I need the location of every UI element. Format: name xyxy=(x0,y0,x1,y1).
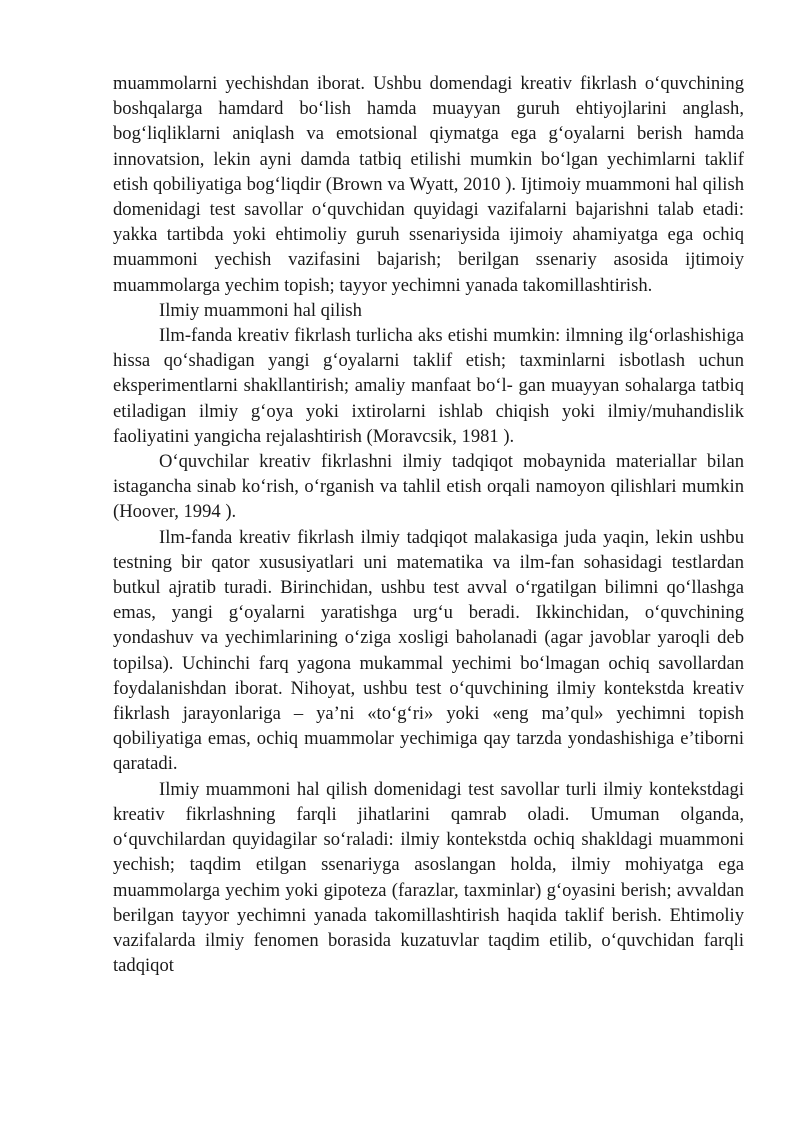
paragraph-social-problem-solving: muammolarni yechishdan iborat. Ushbu domendagi kreativ fikrlash o‘quvchining boshqalarga hamdard bo‘lish hamda muayyan guruh ehtiyojlarini anglash, bog‘liqliklarni aniqlash va emotsional qiymatga ega g‘oyalarni berish hamda innovatsion, lekin ayni damda tatbiq etilishi mumkin bo‘lgan yechimlarni taklif etish qobiliyatiga bog‘liqdir (Brown va Wyatt, 2010 ). Ijtimoiy muammoni hal qilish domenidagi test savollar o‘quvchidan quyidagi vazifalarni bajarishni talab etadi: yakka tartibda yoki ehtimoliy guruh ssenariysida ijimoiy ahamiyatga ega ochiq muammoni yechish vazifasini bajarish; berilgan ssenariy asosida ijtimoiy muammolarga yechim topish; tayyor yechimni yanada takomillashtirish. xyxy=(113,73,744,296)
section-heading-scientific-problem-solving: Ilmiy muammoni hal qilish xyxy=(159,299,362,321)
paragraph-test-features: Ilm-fanda kreativ fikrlash ilmiy tadqiqot malakasiga juda yaqin, lekin ushbu testning bir qator xususiyatlari uni matematika va ilm-fan sohasidagi testlardan butkul ajratib turadi. Birinchidan, ushbu test avval o‘rgatilgan bilimni qo‘llashga emas, yangi g‘oyalarni yaratishga urg‘u beradi. Ikkinchidan, o‘quvchining yondashuv va yechimlarining o‘ziga xosligi baholanadi (agar javoblar yaroqli deb topilsa). Uchinchi farq yagona mukammal yechimi bo‘lmagan ochiq savollardan foydalanishdan iborat. Nihoyat, ushbu test o‘quvchining ilmiy kontekstda kreativ fikrlash jarayonlariga – ya’ni «to‘g‘ri» yoki «eng ma’qul» yechimni topish qobiliyatiga emas, ochiq muammolar yechimiga qay tarzda yondashishiga e’tiborni qaratadi. xyxy=(113,526,744,775)
document-page xyxy=(113,71,744,978)
paragraph-students-research: O‘quvchilar kreativ fikrlashni ilmiy tadqiqot mobaynida materiallar bilan istagancha sinab ko‘rish, o‘rganish va tahlil etish orqali namoyon qilishlari mumkin (Hoover, 1994 ). xyxy=(113,451,744,523)
paragraph-domain-test-questions: Ilmiy muammoni hal qilish domenidagi test savollar turli ilmiy kontekstdagi kreativ fikrlashning farqli jihatlarini qamrab oladi. Umuman olganda, o‘quvchilardan quyidagilar so‘raladi: ilmiy kontekstda ochiq shakldagi muammoni yechish; taqdim etilgan ssenariyga asoslangan holda, ilmiy mohiyatga ega muammolarga yechim yoki gipoteza (farazlar, taxminlar) g‘oyasini berish; avvaldan berilgan tayyor yechimni yanada takomillashtirish haqida taklif berish. Ehtimoliy vazifalarda ilmiy fenomen borasida kuzatuvlar taqdim etilib, o‘quvchidan farqli tadqiqot xyxy=(113,778,744,977)
paragraph-creative-thinking-in-science: Ilm-fanda kreativ fikrlash turlicha aks etishi mumkin: ilmning ilg‘orlashishiga hissa qo‘shadigan yangi g‘oyalarni taklif etish; taxminlarni isbotlash uchun eksperimentlarni shakllantirish; amaliy manfaat bo‘l- gan muayyan sohalarga tatbiq etiladigan ilmiy g‘oya yoki ixtirolarni ishlab chiqish yoki ilmiy/muhandislik faoliyatini yangicha rejalashtirish (Moravcsik, 1981 ). xyxy=(113,325,744,447)
